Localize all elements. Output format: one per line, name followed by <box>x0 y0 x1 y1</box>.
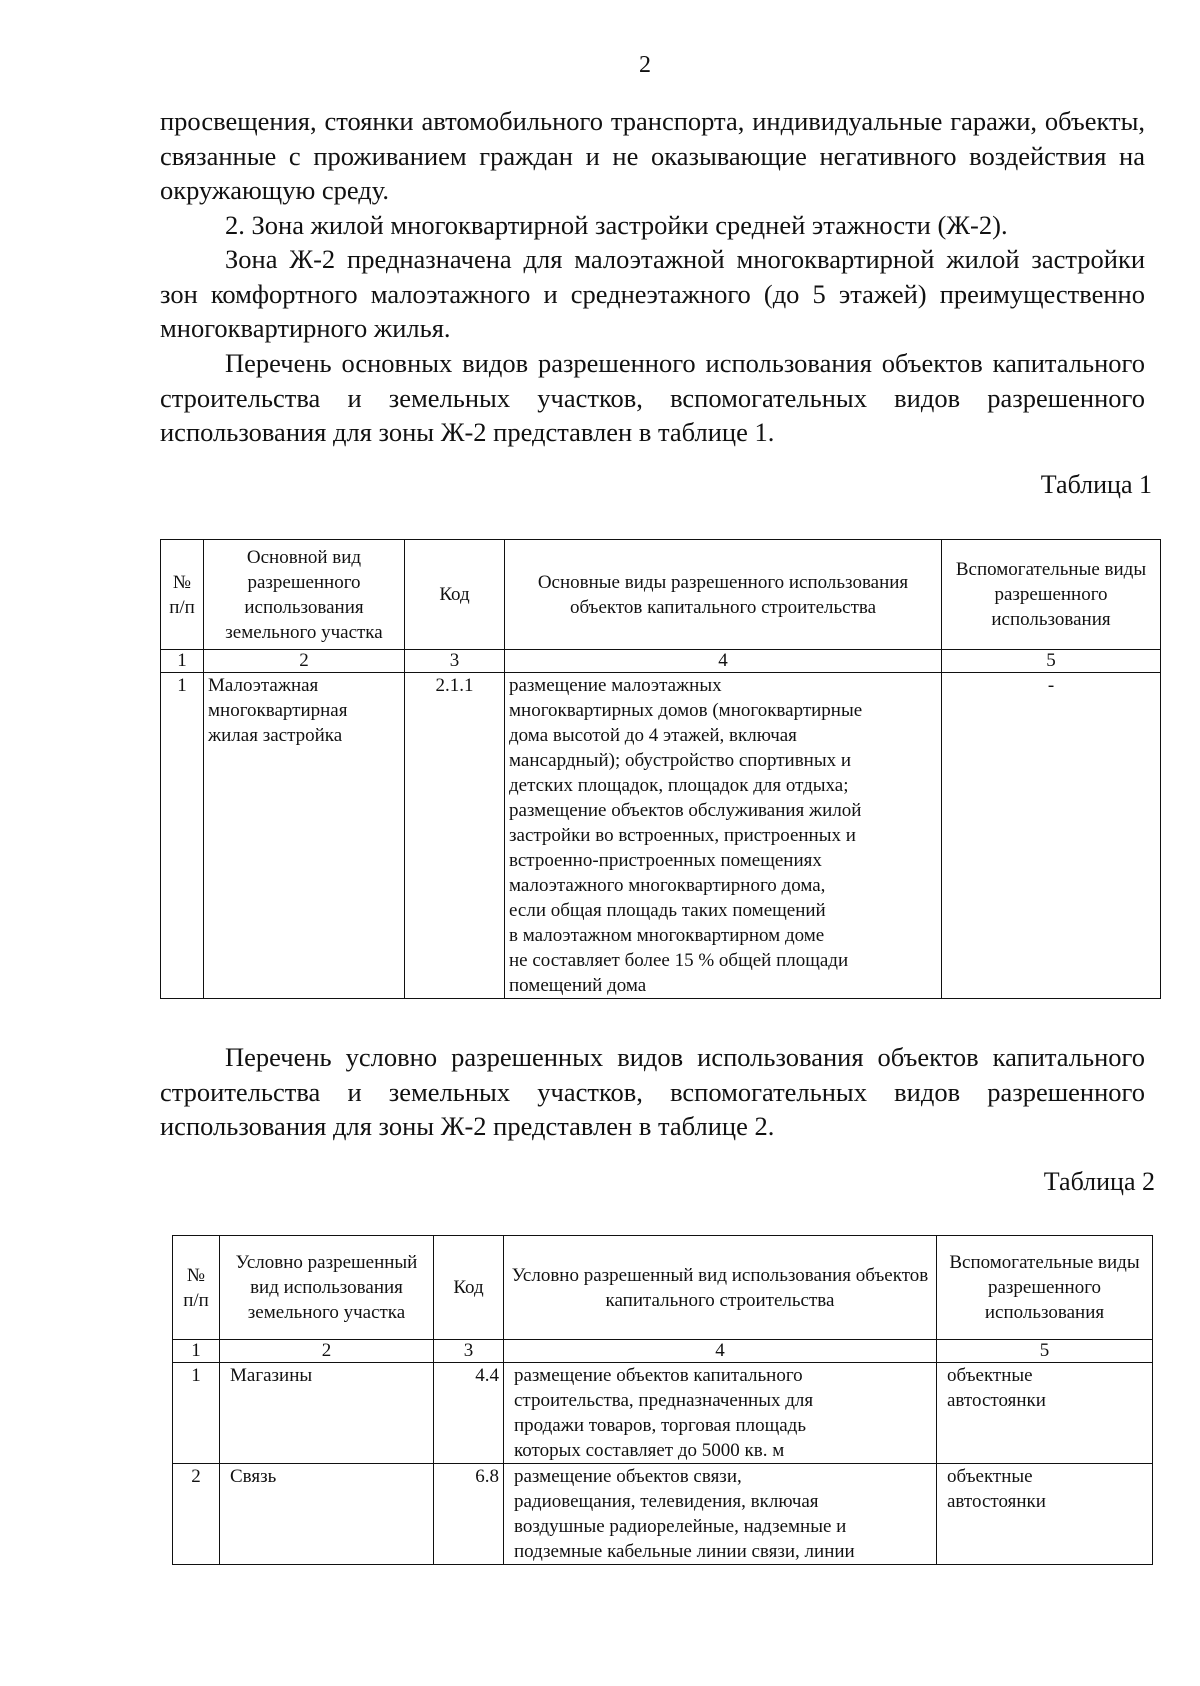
table1-header-row <box>161 540 1161 650</box>
table1-header-desc: Основные виды разрешенного использования объектов капитального строительства <box>505 540 942 650</box>
desc-line: подземные кабельные линии связи, линии <box>514 1541 855 1562</box>
table2-caption: Таблица 2 <box>1043 1167 1155 1196</box>
desc-line: радиовещания, телевидения, включая <box>514 1491 819 1512</box>
table2-colnum: 2 <box>220 1340 434 1363</box>
row-number: 2 <box>173 1464 220 1565</box>
table2-column-numbers <box>173 1340 1153 1363</box>
desc-line: которых составляет до 5000 кв. м <box>514 1440 785 1461</box>
table1-colnum: 3 <box>405 650 505 673</box>
desc-line: размещение объектов связи, <box>514 1466 742 1487</box>
row-code: 2.1.1 <box>405 673 505 999</box>
table-row <box>161 673 1161 999</box>
table1-colnum: 4 <box>505 650 942 673</box>
row-type: Связь <box>220 1464 434 1565</box>
table-row <box>173 1363 1153 1464</box>
desc-line: если общая площадь таких помещений <box>509 900 826 921</box>
table1-header-num: № п/п <box>161 540 204 650</box>
table1-header-code: Код <box>405 540 505 650</box>
row-number: 1 <box>173 1363 220 1464</box>
desc-line: продажи товаров, торговая площадь <box>514 1415 807 1436</box>
table2-colnum: 3 <box>434 1340 504 1363</box>
aux-line: автостоянки <box>947 1491 1046 1512</box>
table1-caption: Таблица 1 <box>1040 470 1152 499</box>
desc-line: размещение объектов капитального <box>514 1365 803 1386</box>
table-row <box>173 1464 1153 1565</box>
table2-header-type: Условно разрешенный вид использования земельного участка <box>220 1236 434 1340</box>
paragraph-zone-heading: 2. Зона жилой многоквартирной застройки средней этажности (Ж-2). <box>225 210 1008 240</box>
table2-header-num: № п/п <box>173 1236 220 1340</box>
paragraph-zone-description: Зона Ж-2 предназначена для малоэтажной многоквартирной жилой застройки зон комфортного малоэтажного и среднеэтажного (до 5 этажей) преимущественно многоквартирного жилья. <box>160 244 1145 343</box>
desc-line: застройки во встроенных, пристроенных и <box>509 825 856 846</box>
table2-header-code: Код <box>434 1236 504 1340</box>
table2-colnum: 5 <box>937 1340 1153 1363</box>
row-description <box>504 1363 937 1464</box>
desc-line: не составляет более 15 % общей площади <box>509 950 849 971</box>
paragraph-continuation: просвещения, стоянки автомобильного транспорта, индивидуальные гаражи, объекты, связанные с проживанием граждан и не оказывающие негативного воздействия на окружающую среду. <box>160 106 1145 205</box>
desc-line: размещение объектов обслуживания жилой <box>509 800 862 821</box>
table2-header-aux: Вспомогательные виды разрешенного использования <box>937 1236 1153 1340</box>
desc-line: в малоэтажном многоквартирном доме <box>509 925 825 946</box>
table1-header-type: Основной вид разрешенного использования земельного участка <box>204 540 405 650</box>
table1-header-aux: Вспомогательные виды разрешенного использования <box>942 540 1161 650</box>
desc-line: малоэтажного многоквартирного дома, <box>509 875 826 896</box>
table1-colnum: 1 <box>161 650 204 673</box>
desc-line: мансардный); обустройство спортивных и <box>509 750 852 771</box>
paragraph-table1-intro: Перечень основных видов разрешенного использования объектов капитального строительства и земельных участков, вспомогательных видов разрешенного использования для зоны Ж-2 представлен в таблице 1. <box>160 348 1145 447</box>
desc-line: размещение малоэтажных <box>509 675 722 696</box>
row-number: 1 <box>161 673 204 999</box>
row-description <box>505 673 942 999</box>
aux-line: объектные <box>947 1466 1033 1487</box>
row-aux <box>937 1464 1153 1565</box>
page-number: 2 <box>639 52 651 78</box>
table2-colnum: 4 <box>504 1340 937 1363</box>
table-2 <box>172 1235 1153 1565</box>
aux-line: автостоянки <box>947 1390 1046 1411</box>
table1-column-numbers <box>161 650 1161 673</box>
table2-colnum: 1 <box>173 1340 220 1363</box>
aux-line: объектные <box>947 1365 1033 1386</box>
row-code: 4.4 <box>434 1363 504 1464</box>
desc-line: строительства, предназначенных для <box>514 1390 814 1411</box>
row-aux <box>937 1363 1153 1464</box>
desc-line: многоквартирных домов (многоквартирные <box>509 700 863 721</box>
table2-header-desc: Условно разрешенный вид использования объектов капитального строительства <box>504 1236 937 1340</box>
desc-line: встроенно-пристроенных помещениях <box>509 850 822 871</box>
row-description <box>504 1464 937 1565</box>
desc-line: воздушные радиорелейные, надземные и <box>514 1516 847 1537</box>
paragraph-table2-intro: Перечень условно разрешенных видов использования объектов капитального строительства и земельных участков, вспомогательных видов разрешенного использования для зоны Ж-2 представлен в таблице 2. <box>160 1042 1145 1141</box>
table-1 <box>160 539 1161 999</box>
table2-header-row <box>173 1236 1153 1340</box>
row-type: Магазины <box>220 1363 434 1464</box>
desc-line: помещений дома <box>509 975 647 996</box>
desc-line: дома высотой до 4 этажей, включая <box>509 725 797 746</box>
row-code: 6.8 <box>434 1464 504 1565</box>
table1-colnum: 5 <box>942 650 1161 673</box>
row-aux: - <box>942 673 1161 999</box>
row-type: Малоэтажная многоквартирная жилая застройка <box>204 673 405 999</box>
desc-line: детских площадок, площадок для отдыха; <box>509 775 849 796</box>
table1-colnum: 2 <box>204 650 405 673</box>
